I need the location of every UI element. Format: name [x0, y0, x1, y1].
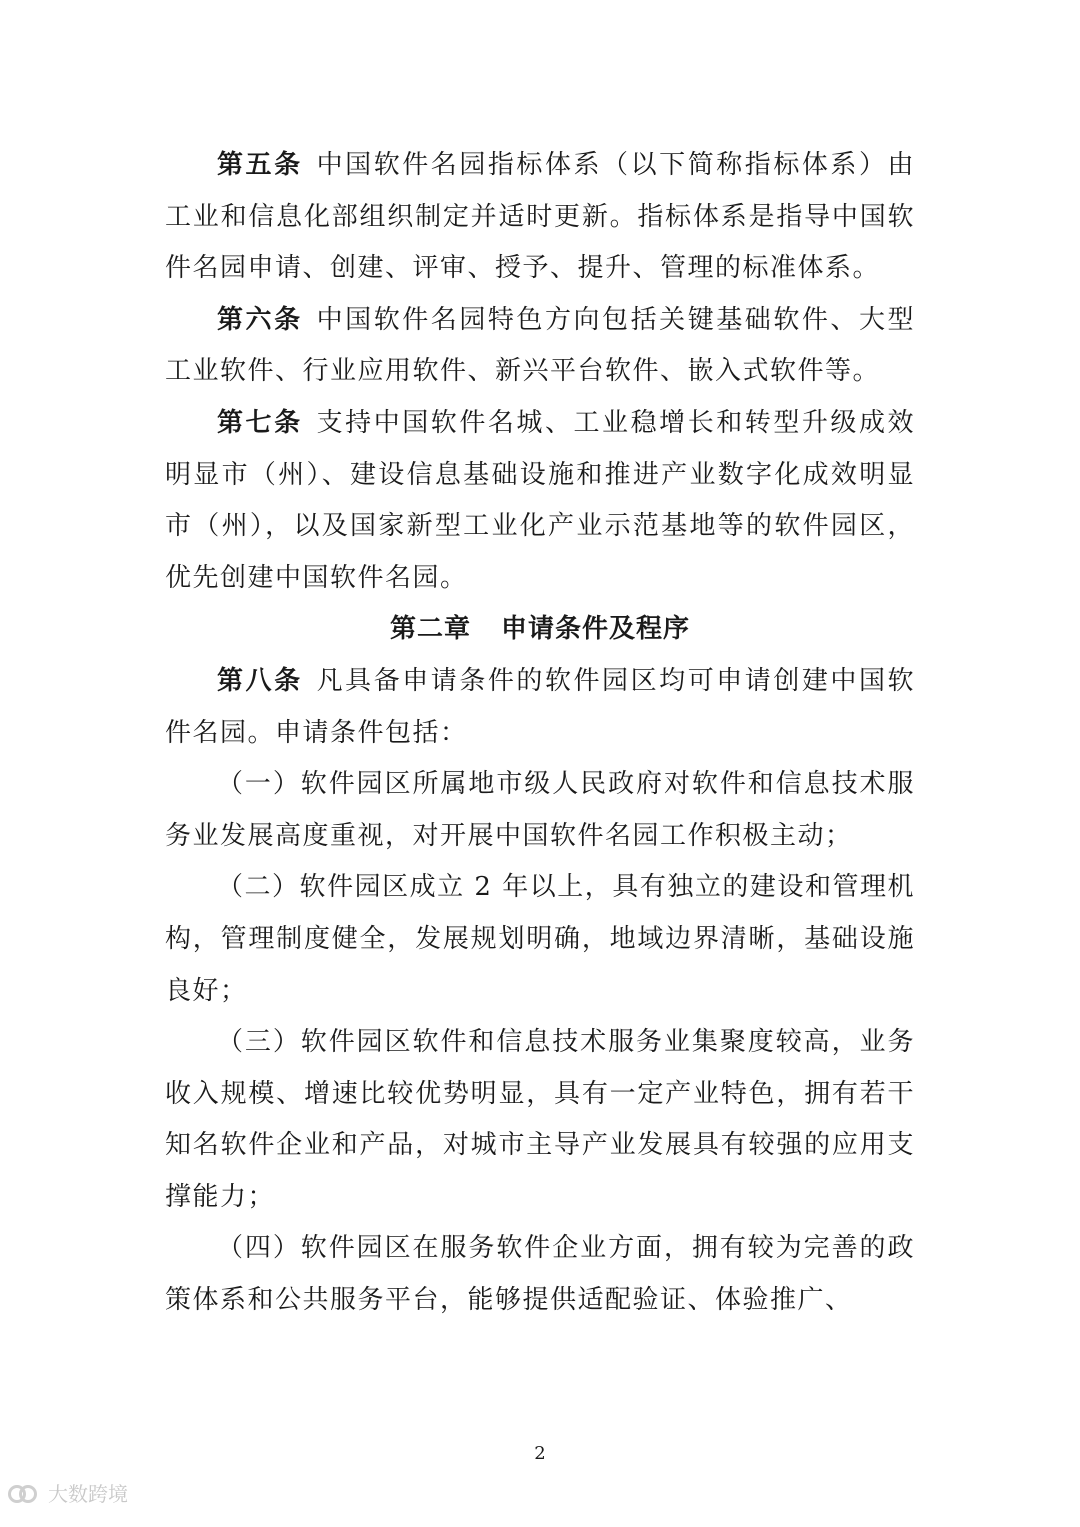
document-body [165, 140, 915, 1327]
article-5 [165, 140, 915, 295]
chapter-number: 第二章 [389, 614, 471, 645]
article-6 [165, 295, 915, 398]
article-7-heading: 第七条 [217, 407, 303, 438]
article-6-heading: 第六条 [217, 304, 303, 335]
condition-item-4: （四）软件园区在服务软件企业方面，拥有较为完善的政策体系和公共服务平台，能够提供适配验证、体验推广、 [165, 1233, 915, 1316]
article-8 [165, 656, 915, 759]
chapter-title: 申请条件及程序 [501, 614, 691, 645]
watermark-text: 大数跨境 [48, 1482, 128, 1506]
article-5-text: 中国软件名园指标体系（以下简称指标体系）由工业和信息化部组织制定并适时更新。指标体系是指导中国软件名园申请、创建、评审、授予、提升、管理的标准体系。 [165, 150, 915, 284]
chapter-heading [165, 604, 915, 656]
infinity-logo-icon [8, 1479, 42, 1507]
watermark [8, 1478, 128, 1507]
article-6-text: 中国软件名园特色方向包括关键基础软件、大型工业软件、行业应用软件、新兴平台软件、嵌入式软件等。 [165, 304, 915, 387]
article-7-text: 支持中国软件名城、工业稳增长和转型升级成效明显市（州）、建设信息基础设施和推进产业数字化成效明显市（州），以及国家新型工业化产业示范基地等的软件园区，优先创建中国软件名园。 [165, 407, 915, 593]
condition-item-2: （二）软件园区成立 2 年以上，具有独立的建设和管理机构，管理制度健全，发展规划明确，地域边界清晰，基础设施良好； [165, 872, 915, 1006]
condition-item-1: （一）软件园区所属地市级人民政府对软件和信息技术服务业发展高度重视，对开展中国软件名园工作积极主动； [165, 769, 915, 851]
article-5-heading: 第五条 [217, 150, 303, 180]
condition-item-3: （三）软件园区软件和信息技术服务业集聚度较高，业务收入规模、增速比较优势明显，具有一定产业特色，拥有若干知名软件企业和产品，对城市主导产业发展具有较强的应用支撑能力； [165, 1027, 915, 1212]
article-8-heading: 第八条 [217, 665, 303, 696]
page-number: 2 [534, 1443, 546, 1464]
article-7 [165, 398, 915, 604]
article-8-text: 凡具备申请条件的软件园区均可申请创建中国软件名园。申请条件包括： [165, 665, 915, 748]
